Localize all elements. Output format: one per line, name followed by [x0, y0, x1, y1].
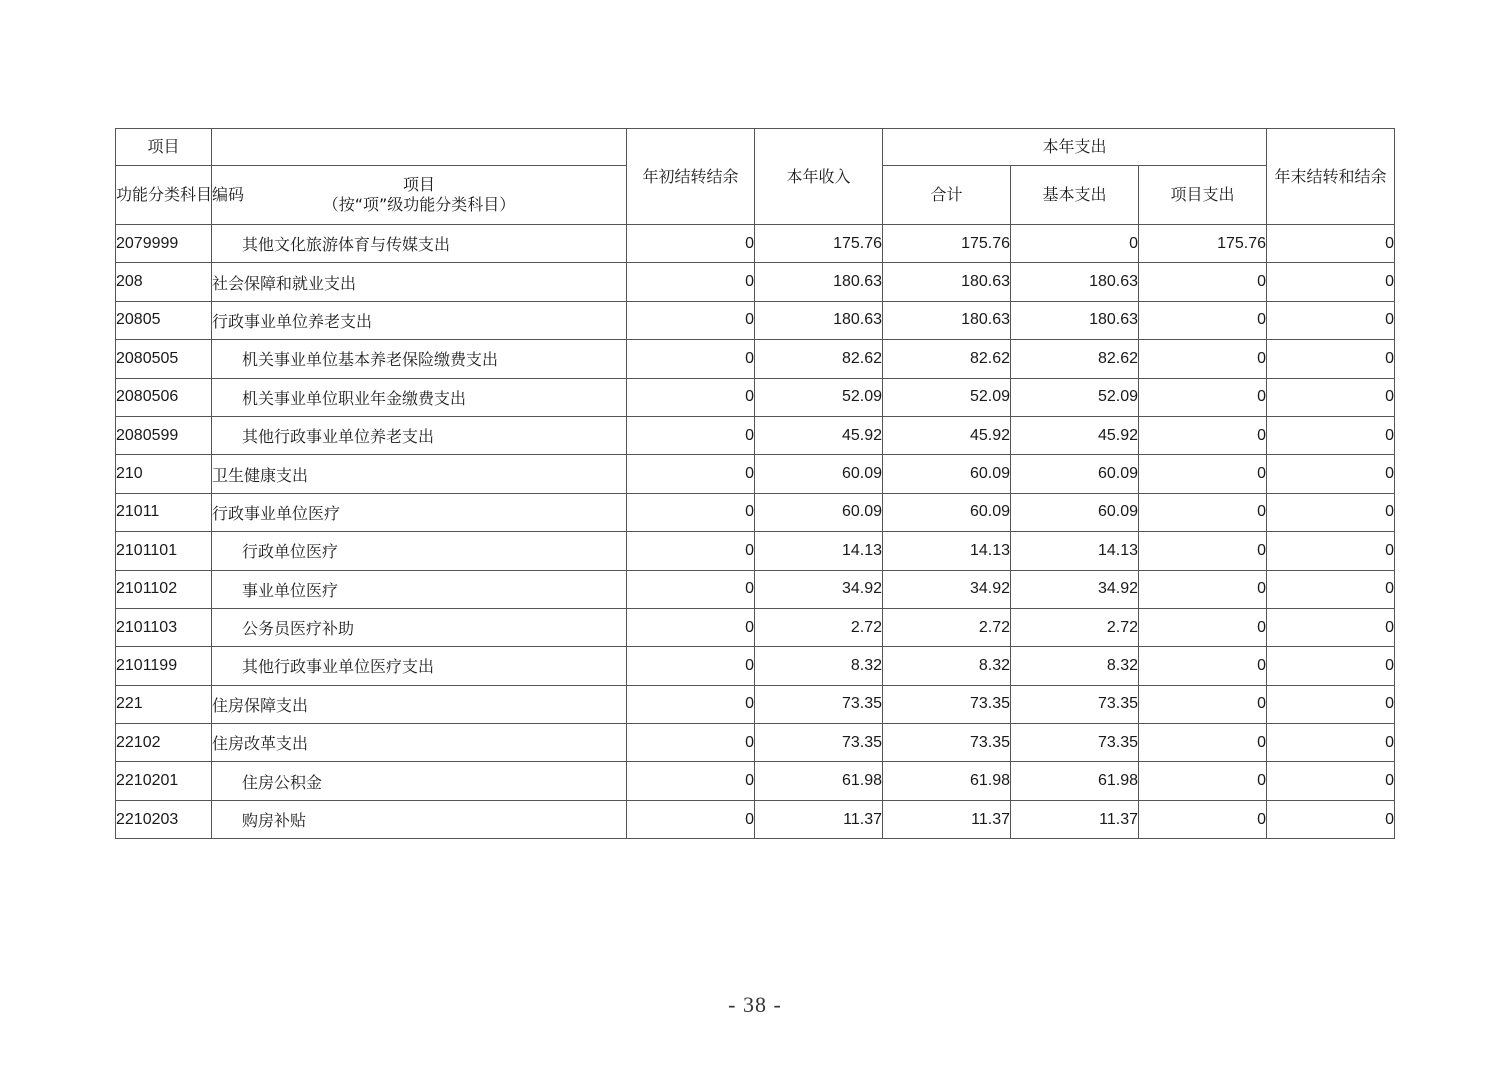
header-current-income: 本年收入 [755, 129, 883, 225]
row-total: 82.62 [883, 340, 1011, 378]
row-income: 61.98 [755, 762, 883, 800]
row-closing: 0 [1267, 225, 1395, 263]
row-total: 2.72 [883, 608, 1011, 646]
table-row [116, 724, 1395, 762]
row-basic: 73.35 [1011, 685, 1139, 723]
row-name: 行政事业单位医疗 [212, 493, 627, 531]
row-closing: 0 [1267, 647, 1395, 685]
row-code: 208 [116, 263, 212, 301]
row-basic: 34.92 [1011, 570, 1139, 608]
row-opening: 0 [627, 493, 755, 531]
row-name: 住房公积金 [212, 762, 627, 800]
row-total: 180.63 [883, 263, 1011, 301]
row-opening: 0 [627, 724, 755, 762]
row-code: 2079999 [116, 225, 212, 263]
row-total: 14.13 [883, 532, 1011, 570]
header-code: 功能分类科目编码 [116, 166, 212, 225]
row-code: 2210203 [116, 800, 212, 838]
row-income: 45.92 [755, 416, 883, 454]
row-basic: 60.09 [1011, 493, 1139, 531]
row-code: 20805 [116, 301, 212, 339]
row-name: 行政事业单位养老支出 [212, 301, 627, 339]
table-row [116, 455, 1395, 493]
header-opening-balance: 年初结转结余 [627, 129, 755, 225]
header-expense-total: 合计 [883, 166, 1011, 225]
row-income: 52.09 [755, 378, 883, 416]
row-closing: 0 [1267, 800, 1395, 838]
row-name: 卫生健康支出 [212, 455, 627, 493]
header-name [212, 166, 627, 225]
row-project: 0 [1139, 493, 1267, 531]
row-income: 60.09 [755, 493, 883, 531]
row-opening: 0 [627, 800, 755, 838]
row-basic: 0 [1011, 225, 1139, 263]
row-code: 22102 [116, 724, 212, 762]
row-opening: 0 [627, 455, 755, 493]
row-opening: 0 [627, 532, 755, 570]
header-expense-basic: 基本支出 [1011, 166, 1139, 225]
row-total: 8.32 [883, 647, 1011, 685]
table-row [116, 301, 1395, 339]
page-number: - 38 - [728, 992, 782, 1017]
row-code: 2210201 [116, 762, 212, 800]
header-item: 项目 [116, 129, 212, 166]
row-code: 2080505 [116, 340, 212, 378]
header-expense-project: 项目支出 [1139, 166, 1267, 225]
row-basic: 14.13 [1011, 532, 1139, 570]
row-income: 175.76 [755, 225, 883, 263]
row-total: 175.76 [883, 225, 1011, 263]
row-total: 180.63 [883, 301, 1011, 339]
row-opening: 0 [627, 570, 755, 608]
row-closing: 0 [1267, 378, 1395, 416]
row-project: 0 [1139, 724, 1267, 762]
row-total: 11.37 [883, 800, 1011, 838]
table-row [116, 570, 1395, 608]
header-name-line2: （按“项”级功能分类科目） [322, 195, 516, 214]
row-total: 60.09 [883, 455, 1011, 493]
row-total: 60.09 [883, 493, 1011, 531]
row-opening: 0 [627, 225, 755, 263]
row-income: 73.35 [755, 724, 883, 762]
row-total: 61.98 [883, 762, 1011, 800]
row-closing: 0 [1267, 263, 1395, 301]
row-opening: 0 [627, 301, 755, 339]
row-opening: 0 [627, 378, 755, 416]
row-income: 82.62 [755, 340, 883, 378]
row-basic: 61.98 [1011, 762, 1139, 800]
header-name-line1: 项目 [402, 175, 435, 194]
expenditure-table [115, 128, 1395, 839]
row-name: 住房改革支出 [212, 724, 627, 762]
row-income: 11.37 [755, 800, 883, 838]
row-total: 73.35 [883, 685, 1011, 723]
row-project: 175.76 [1139, 225, 1267, 263]
row-closing: 0 [1267, 455, 1395, 493]
row-closing: 0 [1267, 493, 1395, 531]
row-income: 73.35 [755, 685, 883, 723]
row-income: 2.72 [755, 608, 883, 646]
row-income: 14.13 [755, 532, 883, 570]
row-closing: 0 [1267, 685, 1395, 723]
table-row [116, 378, 1395, 416]
row-name: 机关事业单位职业年金缴费支出 [212, 378, 627, 416]
row-name: 住房保障支出 [212, 685, 627, 723]
row-code: 2101101 [116, 532, 212, 570]
row-basic: 52.09 [1011, 378, 1139, 416]
table-row [116, 416, 1395, 454]
row-basic: 45.92 [1011, 416, 1139, 454]
row-total: 34.92 [883, 570, 1011, 608]
row-name: 其他行政事业单位养老支出 [212, 416, 627, 454]
row-name: 事业单位医疗 [212, 570, 627, 608]
header-row-1 [116, 129, 1395, 166]
row-project: 0 [1139, 340, 1267, 378]
row-basic: 73.35 [1011, 724, 1139, 762]
row-basic: 11.37 [1011, 800, 1139, 838]
row-opening: 0 [627, 608, 755, 646]
row-closing: 0 [1267, 416, 1395, 454]
row-basic: 180.63 [1011, 263, 1139, 301]
row-name: 行政单位医疗 [212, 532, 627, 570]
row-code: 2101103 [116, 608, 212, 646]
row-project: 0 [1139, 800, 1267, 838]
table-row [116, 685, 1395, 723]
row-income: 60.09 [755, 455, 883, 493]
row-project: 0 [1139, 378, 1267, 416]
row-project: 0 [1139, 263, 1267, 301]
budget-table-container [115, 128, 1394, 839]
row-code: 21011 [116, 493, 212, 531]
row-basic: 8.32 [1011, 647, 1139, 685]
row-total: 73.35 [883, 724, 1011, 762]
header-blank [212, 129, 627, 166]
row-project: 0 [1139, 608, 1267, 646]
row-opening: 0 [627, 685, 755, 723]
row-basic: 2.72 [1011, 608, 1139, 646]
row-code: 2101102 [116, 570, 212, 608]
row-code: 221 [116, 685, 212, 723]
row-code: 2080599 [116, 416, 212, 454]
row-closing: 0 [1267, 608, 1395, 646]
row-closing: 0 [1267, 532, 1395, 570]
row-closing: 0 [1267, 724, 1395, 762]
table-row [116, 493, 1395, 531]
table-row [116, 532, 1395, 570]
row-name: 公务员医疗补助 [212, 608, 627, 646]
row-project: 0 [1139, 685, 1267, 723]
row-code: 2101199 [116, 647, 212, 685]
row-project: 0 [1139, 455, 1267, 493]
table-row [116, 647, 1395, 685]
row-income: 34.92 [755, 570, 883, 608]
row-name: 其他文化旅游体育与传媒支出 [212, 225, 627, 263]
row-basic: 82.62 [1011, 340, 1139, 378]
row-project: 0 [1139, 647, 1267, 685]
row-income: 8.32 [755, 647, 883, 685]
table-row [116, 762, 1395, 800]
row-project: 0 [1139, 570, 1267, 608]
row-opening: 0 [627, 762, 755, 800]
row-name: 购房补贴 [212, 800, 627, 838]
table-row [116, 225, 1395, 263]
row-opening: 0 [627, 416, 755, 454]
row-project: 0 [1139, 762, 1267, 800]
row-opening: 0 [627, 340, 755, 378]
row-project: 0 [1139, 301, 1267, 339]
row-name: 机关事业单位基本养老保险缴费支出 [212, 340, 627, 378]
row-name: 其他行政事业单位医疗支出 [212, 647, 627, 685]
row-income: 180.63 [755, 263, 883, 301]
row-opening: 0 [627, 647, 755, 685]
row-closing: 0 [1267, 762, 1395, 800]
header-closing-balance: 年末结转和结余 [1267, 129, 1395, 225]
table-row [116, 800, 1395, 838]
row-income: 180.63 [755, 301, 883, 339]
row-basic: 60.09 [1011, 455, 1139, 493]
row-opening: 0 [627, 263, 755, 301]
row-total: 45.92 [883, 416, 1011, 454]
row-code: 210 [116, 455, 212, 493]
row-code: 2080506 [116, 378, 212, 416]
table-row [116, 263, 1395, 301]
row-total: 52.09 [883, 378, 1011, 416]
row-basic: 180.63 [1011, 301, 1139, 339]
header-current-expense: 本年支出 [883, 129, 1267, 166]
row-project: 0 [1139, 416, 1267, 454]
table-row [116, 340, 1395, 378]
table-row [116, 608, 1395, 646]
row-closing: 0 [1267, 301, 1395, 339]
row-name: 社会保障和就业支出 [212, 263, 627, 301]
row-project: 0 [1139, 532, 1267, 570]
row-closing: 0 [1267, 570, 1395, 608]
row-closing: 0 [1267, 340, 1395, 378]
